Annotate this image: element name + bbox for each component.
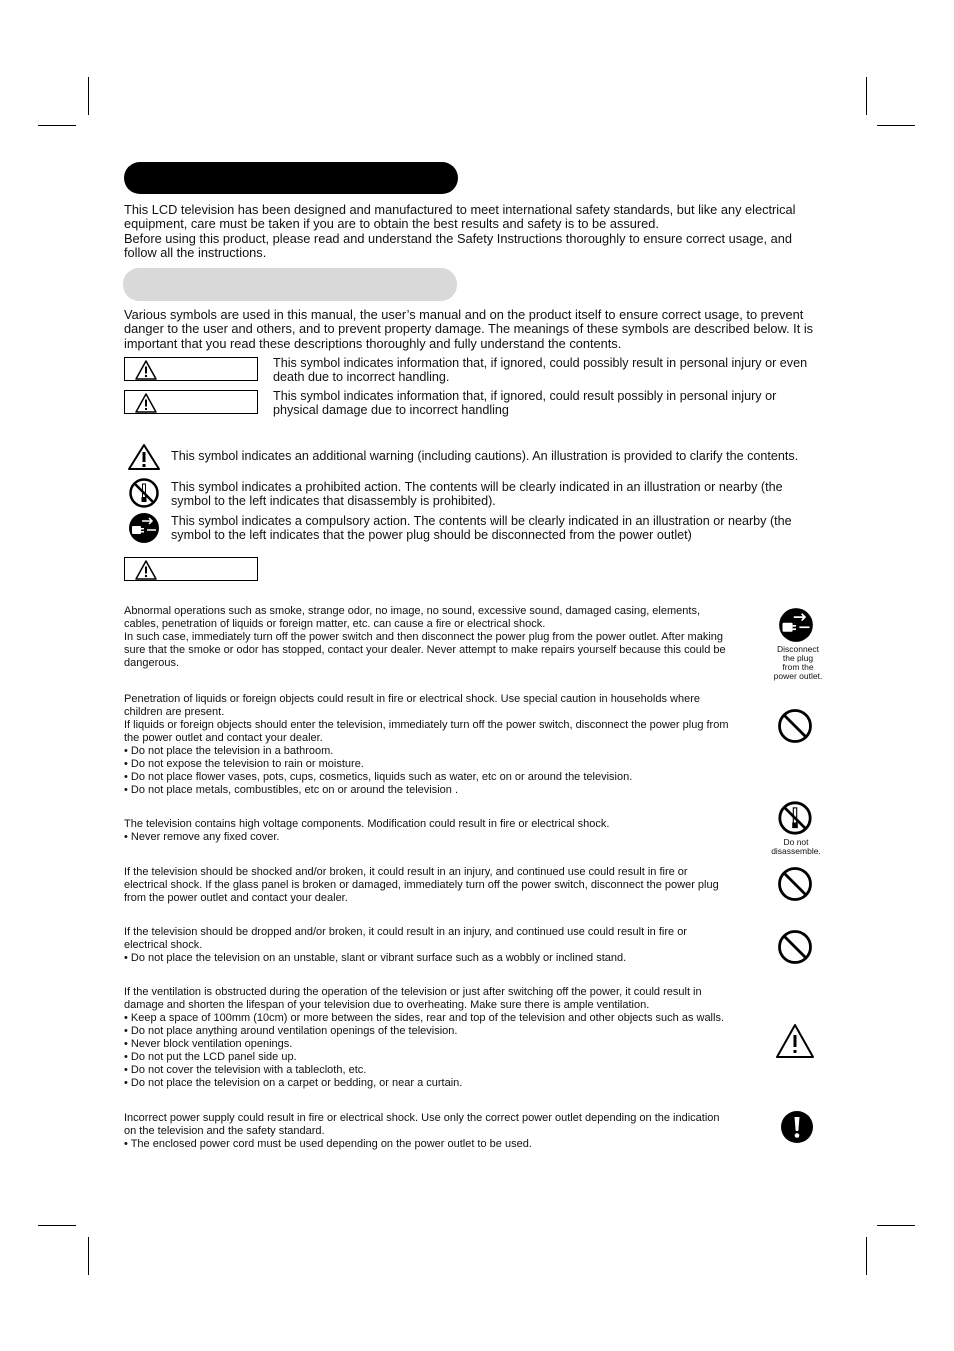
crop-mark bbox=[38, 125, 76, 126]
warning-triangle-icon bbox=[135, 360, 157, 380]
abnormal-operation-text: Abnormal operations such as smoke, strange odor, no image, no sound, excessive sound, damaged casing, elements, cables, penetration of liquids or foreign matter, etc. can cause a fire or electrical shock. In such case, immediately turn off the power switch and then disconnect the power plug from the power outlet. After making sure that the smoke or odor has stopped, contact your dealer. Never attempt to make repairs yourself because this could be dangerous. bbox=[124, 605, 726, 669]
warning-triangle-icon bbox=[135, 560, 157, 580]
shocked-text: If the television should be shocked and/or broken, it could result in an injury, and continued use could result in fire or electrical shock. If the glass panel is broken or damaged, immediately turn off the power switch, disconnect the power plug from the power outlet and contact your dealer. bbox=[124, 866, 719, 904]
warning-triangle-icon bbox=[135, 393, 157, 413]
liquids-text: Penetration of liquids or foreign objects could result in fire or electrical shock. Use special caution in households where children are present. If liquids or foreign objects should enter the television, immediately turn off the power switch, disconnect the power plug from the power outlet and contact your dealer. • Do not place the television in a bathroom. • Do not expose the television to rain or moisture. • Do not place flower vases, pots, cups, cosmetics, liquids such as water, etc on or around the television. • Do not place metals, combustibles, etc on or around the television . bbox=[124, 693, 729, 796]
unplug-icon bbox=[778, 607, 814, 643]
high-voltage-text: The television contains high voltage components. Modification could result in fire or electrical shock. • Never remove any fixed cover. bbox=[124, 818, 610, 843]
intro-paragraph: This LCD television has been designed and manufactured to meet international safety standards, but like any electrical equipment, care must be taken if you are to obtain the best results and safety is to be assured. Before using this product, please read and understand the Safety Instructions thoroughly to ensure correct usage, and follow all the instructions. bbox=[124, 202, 796, 260]
crop-mark bbox=[866, 77, 867, 115]
symbols-intro-paragraph: Various symbols are used in this manual, the user’s manual and on the product itself to ensure correct usage, to prevent danger to the user and others, and to prevent property damage. The meanings of these symbols are described below. It is important that you read these descriptions thoroughly and fully understand the contents. bbox=[124, 307, 814, 351]
crop-mark bbox=[38, 1225, 76, 1226]
symbol-compulsory-description: This symbol indicates a compulsory action. The contents will be clearly indicated in an illustration or nearby (the symbol to the left indicates that the power plug should be disconnected from the power outlet) bbox=[171, 514, 792, 543]
subsection-header-bar bbox=[123, 268, 457, 301]
warning-label-box bbox=[124, 357, 258, 381]
crop-mark bbox=[877, 125, 915, 126]
warning-triangle-icon bbox=[775, 1023, 815, 1059]
symbol-prohibited-description: This symbol indicates a prohibited action. The contents will be clearly indicated in an illustration or nearby (the symbol to the left indicates that disassembly is prohibited). bbox=[171, 480, 783, 509]
caution-label-box bbox=[124, 390, 258, 414]
no-disassemble-icon bbox=[777, 800, 813, 836]
prohibited-circle-icon bbox=[777, 866, 813, 902]
do-not-disassemble-caption: Do not disassemble. bbox=[771, 837, 821, 856]
prohibited-circle-icon bbox=[777, 929, 813, 965]
disconnect-caption: Disconnect the plug from the power outlet. bbox=[773, 644, 823, 681]
ventilation-text: If the ventilation is obstructed during the operation of the television or just after switching off the power, it could result in damage and shorten the lifespan of your television due to overheating. Make sure there is ample ventilation. • Keep a space of 100mm (10cm) or more between the sides, rear and top of the television and other objects such as walls. • Do not place anything around ventilation openings of the television. • Never block ventilation openings. • Do not put the LCD panel side up. • Do not cover the television with a tablecloth, etc. • Do not place the television on a carpet or bedding, or near a curtain. bbox=[124, 986, 725, 1089]
caution-description: This symbol indicates information that, if ignored, could result possibly in personal injury or physical damage due to incorrect handling bbox=[273, 389, 777, 418]
section-header-bar bbox=[124, 162, 458, 194]
crop-mark bbox=[88, 77, 89, 115]
power-supply-text: Incorrect power supply could result in fire or electrical shock. Use only the correct power outlet depending on the indication on the television and the safety standard. • The enclosed power cord must be used depending on the power outlet to be used. bbox=[124, 1112, 720, 1150]
warning-triangle-icon bbox=[127, 443, 161, 471]
dropped-text: If the television should be dropped and/or broken, it could result in an injury, and continued use could result in fire or electrical shock. • Do not place the television on an unstable, slant or vibrant surface such as a wobbly or inclined stand. bbox=[124, 926, 687, 964]
warning-description: This symbol indicates information that, if ignored, could possibly result in personal injury or even death due to incorrect handling. bbox=[273, 356, 808, 385]
exclamation-circle-icon bbox=[780, 1110, 814, 1144]
symbol-warning-description: This symbol indicates an additional warning (including cautions). An illustration is provided to clarify the contents. bbox=[171, 449, 799, 463]
warning-section-label-box bbox=[124, 557, 258, 581]
crop-mark bbox=[866, 1237, 867, 1275]
prohibited-circle-icon bbox=[777, 708, 813, 744]
unplug-icon bbox=[128, 512, 160, 544]
no-disassemble-icon bbox=[128, 477, 160, 509]
crop-mark bbox=[877, 1225, 915, 1226]
crop-mark bbox=[88, 1237, 89, 1275]
